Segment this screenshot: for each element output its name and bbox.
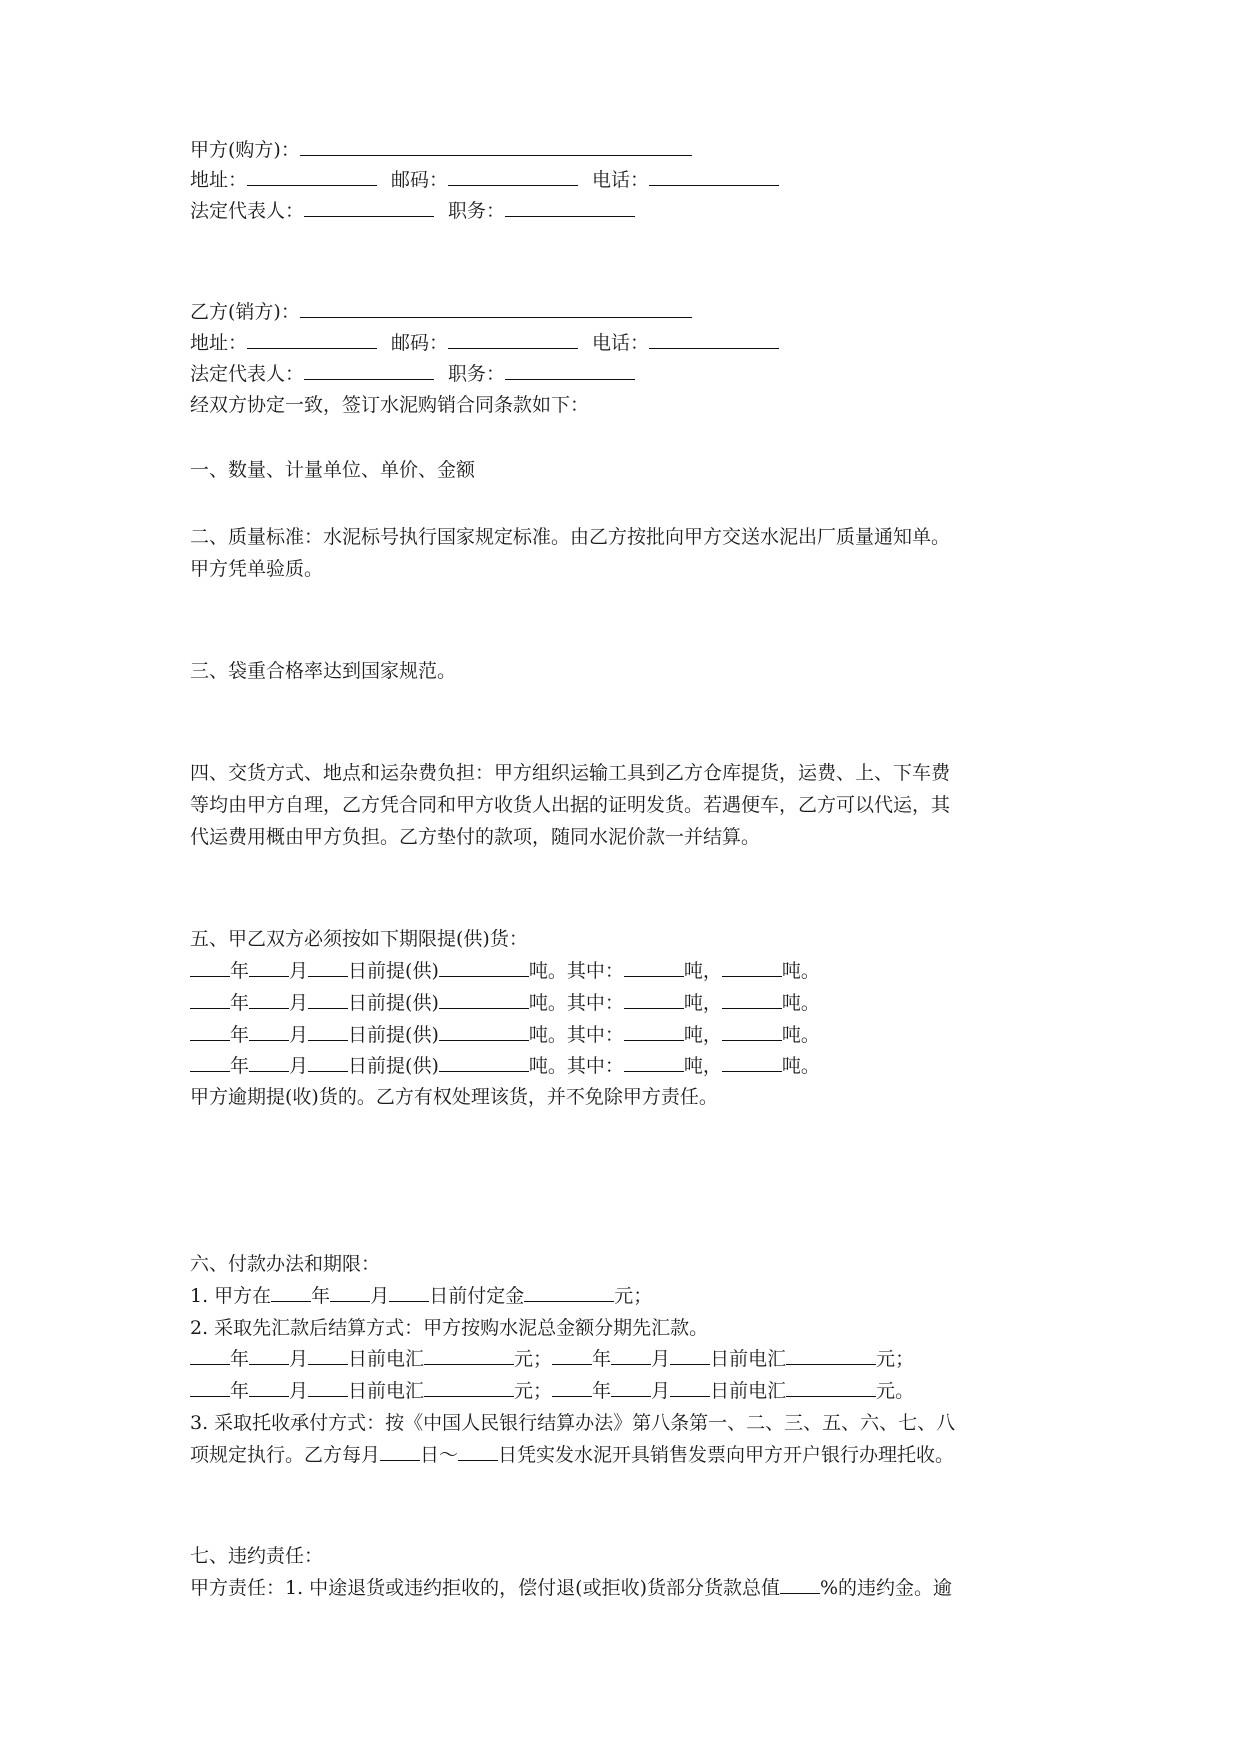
intro-text: 经双方协定一致，签订水泥购销合同条款如下： — [190, 394, 590, 416]
penalty-percent-blank[interactable] — [780, 1579, 820, 1594]
remit-amount-blank[interactable] — [424, 1350, 514, 1365]
party-a-address-label: 地址： — [190, 169, 248, 191]
ton-blank-b[interactable] — [722, 962, 782, 977]
party-a-phone-label: 电话： — [592, 169, 650, 191]
party-a-name-blank[interactable] — [300, 141, 692, 156]
payment-item-1 — [190, 1284, 652, 1308]
year-label: 年 — [311, 1285, 331, 1307]
party-a-liability-text: 甲方责任：1. 中途退货或违约拒收的，偿付退(或拒收)货部分货款总值 — [190, 1577, 780, 1599]
month-blank[interactable] — [249, 1382, 289, 1397]
total-ton-blank[interactable] — [439, 1026, 529, 1041]
party-b-postcode-blank[interactable] — [448, 334, 578, 349]
party-b-address-blank[interactable] — [247, 334, 377, 349]
ton-end-label: 吨。 — [781, 1024, 820, 1046]
month-label: 月 — [289, 960, 309, 982]
month-blank[interactable] — [249, 1026, 289, 1041]
year-blank[interactable] — [190, 994, 230, 1009]
party-a-rep-label: 法定代表人： — [190, 200, 305, 222]
party-b-position-blank[interactable] — [505, 365, 635, 380]
ton-blank-a[interactable] — [624, 1057, 684, 1072]
day-prefix: 日前提(供) — [348, 1024, 439, 1046]
month-label: 月 — [289, 1024, 309, 1046]
year-blank[interactable] — [190, 1026, 230, 1041]
deposit-amount-blank[interactable] — [524, 1287, 614, 1302]
year-label: 年 — [592, 1380, 612, 1402]
item-1-prefix: 1. 甲方在 — [190, 1285, 272, 1307]
party-a-postcode-label: 邮码： — [391, 169, 449, 191]
item-3-text-c: 日凭实发水泥开具销售发票向甲方开户银行办理托收。 — [498, 1444, 955, 1466]
year-label: 年 — [230, 1348, 250, 1370]
party-b-rep-label: 法定代表人： — [190, 363, 305, 385]
yuan-label: 元； — [614, 1285, 653, 1307]
day-blank[interactable] — [308, 994, 348, 1009]
remit-row-2 — [190, 1379, 914, 1403]
year-blank[interactable] — [190, 1057, 230, 1072]
section-6-heading: 六、付款办法和期限： — [190, 1253, 381, 1275]
total-ton-blank[interactable] — [439, 994, 529, 1009]
party-b-contact-line — [190, 331, 779, 355]
year-label: 年 — [230, 1380, 250, 1402]
month-blank[interactable] — [330, 1287, 370, 1302]
month-label: 月 — [651, 1380, 671, 1402]
section-5-footer: 甲方逾期提(收)货的。乙方有权处理该货，并不免除甲方责任。 — [190, 1086, 718, 1108]
remit-row-1 — [190, 1347, 914, 1371]
item-3-text-a: 项规定执行。乙方每月 — [190, 1444, 381, 1466]
year-blank[interactable] — [271, 1287, 311, 1302]
party-a-rep-line — [190, 199, 635, 223]
section-2-line-2: 甲方凭单验质。 — [190, 558, 324, 580]
month-blank[interactable] — [611, 1382, 651, 1397]
month-label: 月 — [370, 1285, 390, 1307]
party-a-title: 甲方(购方)： — [190, 139, 300, 161]
year-blank[interactable] — [190, 1350, 230, 1365]
remit-amount-blank[interactable] — [424, 1382, 514, 1397]
day-prefix: 日前提(供) — [348, 960, 439, 982]
section-1: 一、数量、计量单位、单价、金额 — [190, 459, 476, 481]
year-blank[interactable] — [552, 1382, 592, 1397]
yuan-label: 元。 — [876, 1380, 915, 1402]
ton-among-label: 吨。其中： — [528, 960, 624, 982]
party-b-phone-label: 电话： — [592, 332, 650, 354]
remit-label: 日前电汇 — [710, 1380, 787, 1402]
month-blank[interactable] — [249, 1057, 289, 1072]
party-b-phone-blank[interactable] — [649, 334, 779, 349]
delivery-row-4 — [190, 1054, 820, 1078]
ton-blank-a[interactable] — [624, 962, 684, 977]
month-blank[interactable] — [611, 1350, 651, 1365]
month-blank[interactable] — [249, 994, 289, 1009]
ton-blank-b[interactable] — [722, 1057, 782, 1072]
party-a-postcode-blank[interactable] — [448, 171, 578, 186]
ton-among-label: 吨。其中： — [528, 1055, 624, 1077]
party-a-address-blank[interactable] — [247, 171, 377, 186]
party-a-rep-blank[interactable] — [304, 202, 434, 217]
delivery-row-3 — [190, 1023, 820, 1047]
party-b-position-label: 职务： — [448, 363, 506, 385]
day-blank[interactable] — [308, 962, 348, 977]
year-blank[interactable] — [190, 1382, 230, 1397]
month-label: 月 — [289, 992, 309, 1014]
collection-end-day-blank[interactable] — [458, 1446, 498, 1461]
yuan-label: 元； — [514, 1380, 553, 1402]
delivery-row-2 — [190, 991, 820, 1015]
remit-amount-blank[interactable] — [786, 1350, 876, 1365]
ton-blank-b[interactable] — [722, 1026, 782, 1041]
ton-comma-label: 吨， — [683, 1024, 722, 1046]
section-7-heading: 七、违约责任： — [190, 1545, 324, 1567]
party-b-title-line — [190, 300, 692, 324]
section-4-line-2: 等均由甲方自理，乙方凭合同和甲方收货人出据的证明发货。若遇便车，乙方可以代运，其 — [190, 794, 951, 816]
payment-item-3-line-1: 3. 采取托收承付方式：按《中国人民银行结算办法》第八条第一、二、三、五、六、七、八 — [190, 1412, 956, 1434]
month-label: 月 — [651, 1348, 671, 1370]
ton-blank-a[interactable] — [624, 994, 684, 1009]
party-b-rep-line — [190, 362, 635, 386]
ton-comma-label: 吨， — [683, 960, 722, 982]
remit-label: 日前电汇 — [348, 1348, 425, 1370]
ton-blank-a[interactable] — [624, 1026, 684, 1041]
year-blank[interactable] — [190, 962, 230, 977]
section-3: 三、袋重合格率达到国家规范。 — [190, 660, 457, 682]
day-prefix: 日前提(供) — [348, 1055, 439, 1077]
party-a-liability-text-end: %的违约金。逾 — [820, 1577, 953, 1599]
month-blank[interactable] — [249, 1350, 289, 1365]
remit-label: 日前电汇 — [710, 1348, 787, 1370]
yuan-label: 元； — [514, 1348, 553, 1370]
remit-amount-blank[interactable] — [786, 1382, 876, 1397]
ton-among-label: 吨。其中： — [528, 992, 624, 1014]
ton-among-label: 吨。其中： — [528, 1024, 624, 1046]
ton-end-label: 吨。 — [781, 960, 820, 982]
delivery-row-1 — [190, 959, 820, 983]
ton-end-label: 吨。 — [781, 1055, 820, 1077]
payment-item-3-line-2 — [190, 1443, 954, 1467]
year-label: 年 — [230, 992, 250, 1014]
year-label: 年 — [230, 1024, 250, 1046]
day-blank[interactable] — [670, 1350, 710, 1365]
party-b-title: 乙方(销方)： — [190, 301, 300, 323]
ton-blank-b[interactable] — [722, 994, 782, 1009]
item-3-text-b: 日～ — [420, 1444, 459, 1466]
ton-end-label: 吨。 — [781, 992, 820, 1014]
month-label: 月 — [289, 1380, 309, 1402]
day-blank[interactable] — [670, 1382, 710, 1397]
day-blank[interactable] — [308, 1350, 348, 1365]
item-1-day-label: 日前付定金 — [429, 1285, 525, 1307]
party-b-postcode-label: 邮码： — [391, 332, 449, 354]
day-blank[interactable] — [308, 1026, 348, 1041]
collection-start-day-blank[interactable] — [380, 1446, 420, 1461]
party-b-rep-blank[interactable] — [304, 365, 434, 380]
year-label: 年 — [230, 960, 250, 982]
party-a-contact-line — [190, 168, 779, 192]
party-b-name-blank[interactable] — [300, 303, 692, 318]
section-5-heading: 五、甲乙双方必须按如下期限提(供)货： — [190, 928, 528, 950]
ton-comma-label: 吨， — [683, 992, 722, 1014]
payment-item-2: 2. 采取先汇款后结算方式：甲方按购水泥总金额分期先汇款。 — [190, 1317, 709, 1339]
day-blank[interactable] — [389, 1287, 429, 1302]
party-a-phone-blank[interactable] — [649, 171, 779, 186]
section-4-line-1: 四、交货方式、地点和运杂费负担：甲方组织运输工具到乙方仓库提货，运费、上、下车费 — [190, 762, 951, 784]
section-7-line-1 — [190, 1576, 952, 1600]
year-label: 年 — [592, 1348, 612, 1370]
month-label: 月 — [289, 1348, 309, 1370]
section-2-line-1: 二、质量标准：水泥标号执行国家规定标准。由乙方按批向甲方交送水泥出厂质量通知单。 — [190, 526, 951, 548]
day-prefix: 日前提(供) — [348, 992, 439, 1014]
ton-comma-label: 吨， — [683, 1055, 722, 1077]
total-ton-blank[interactable] — [439, 1057, 529, 1072]
party-b-address-label: 地址： — [190, 332, 248, 354]
day-blank[interactable] — [308, 1382, 348, 1397]
party-a-position-label: 职务： — [448, 200, 506, 222]
party-a-position-blank[interactable] — [505, 202, 635, 217]
remit-label: 日前电汇 — [348, 1380, 425, 1402]
section-4-line-3: 代运费用概由甲方负担。乙方垫付的款项，随同水泥价款一并结算。 — [190, 826, 761, 848]
year-label: 年 — [230, 1055, 250, 1077]
party-a-title-line — [190, 138, 692, 162]
total-ton-blank[interactable] — [439, 962, 529, 977]
year-blank[interactable] — [552, 1350, 592, 1365]
day-blank[interactable] — [308, 1057, 348, 1072]
month-blank[interactable] — [249, 962, 289, 977]
yuan-label: 元； — [876, 1348, 915, 1370]
month-label: 月 — [289, 1055, 309, 1077]
